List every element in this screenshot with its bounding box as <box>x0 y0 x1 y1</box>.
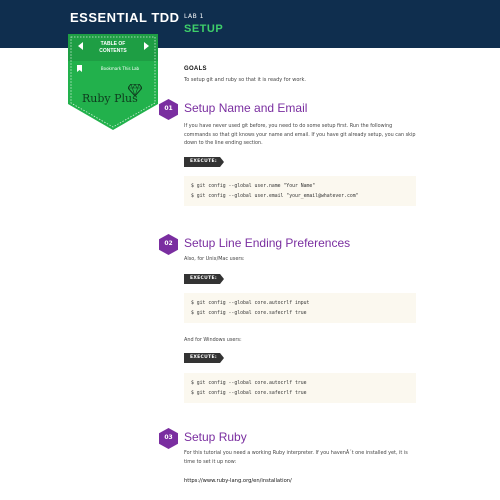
toc-link[interactable] <box>82 41 144 55</box>
bookmark-label: Bookmark This Lab <box>100 66 140 71</box>
toc-line2: CONTENTS <box>99 48 127 54</box>
ruby-gem-icon <box>128 84 142 96</box>
section-paragraph: Also, for Unix/Mac users: <box>184 256 245 262</box>
code-block[interactable] <box>184 293 416 323</box>
section-number-badge: 02 <box>159 234 178 255</box>
lab-number: LAB 1 <box>184 13 204 20</box>
section-title: Setup Line Ending Preferences <box>184 236 351 250</box>
section-title: Setup Ruby <box>184 430 247 444</box>
toc-line1: TABLE OF <box>100 41 126 47</box>
section-number-badge: 03 <box>159 428 178 449</box>
goals-text: To setup git and ruby so that it is ready for work. <box>184 77 306 83</box>
goals-heading: GOALS <box>184 66 207 72</box>
code-block[interactable] <box>184 176 416 206</box>
section-title: Setup Name and Email <box>184 101 308 115</box>
code-line: $ git config --global core.autocrlf input <box>191 301 310 306</box>
code-line: $ git config --global user.email "your_email@whatever.com" <box>191 194 359 199</box>
sidebar-badge <box>68 34 158 130</box>
execute-label: EXECUTE: <box>184 274 224 284</box>
section-paragraph: If you have never used git before, you need to do some setup first. Run the following commands so that git knows your name and email. If you have git already setup, you can skip down to the line ending section. <box>184 123 416 147</box>
code-line: $ git config --global core.autocrlf true <box>191 381 307 386</box>
ruby-install-link[interactable]: https://www.ruby-lang.org/en/installation/ <box>184 478 292 484</box>
section-paragraph: And for Windows users: <box>184 337 242 343</box>
brand-title[interactable]: ESSENTIAL TDD <box>70 10 180 25</box>
bookmark-button[interactable] <box>74 63 152 75</box>
section-paragraph: For this tutorial you need a working Ruby interpreter. If you havenÂ´t one installed yet, it is time to set it up now: <box>184 450 408 465</box>
code-block[interactable] <box>184 373 416 403</box>
bookmark-icon <box>77 65 82 72</box>
code-line: $ git config --global user.name "Your Name" <box>191 184 316 189</box>
execute-label: EXECUTE: <box>184 353 224 363</box>
execute-label: EXECUTE: <box>184 157 224 167</box>
section-number-badge: 01 <box>159 99 178 120</box>
ruby-plus-logo[interactable]: Ruby Plus <box>82 92 138 105</box>
lab-title: SETUP <box>184 23 224 35</box>
code-line: $ git config --global core.safecrlf true <box>191 311 307 316</box>
next-lab-arrow-icon[interactable] <box>144 42 149 50</box>
code-line: $ git config --global core.safecrlf true <box>191 391 307 396</box>
